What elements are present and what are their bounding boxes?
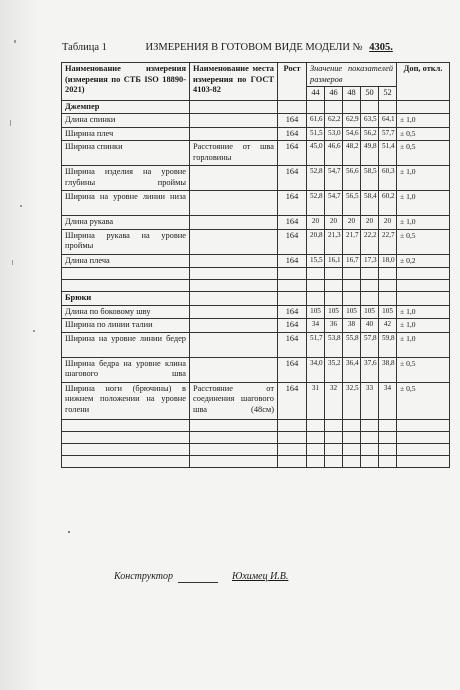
measurement-place [190,216,278,230]
empty-cell [190,443,278,455]
empty-cell [361,268,379,280]
empty-row [62,443,450,455]
empty-cell [190,419,278,431]
empty-cell [278,280,307,292]
size-value: 55,8 [343,332,361,357]
size-value: 54,6 [343,127,361,141]
size-value: 22,7 [379,229,397,254]
empty-cell [190,268,278,280]
size-value: 20 [361,216,379,230]
empty-cell [307,100,325,114]
scan-speck [10,120,11,126]
section-title: Джемпер [62,100,190,114]
scan-shadow [0,0,40,690]
size-value: 54,7 [325,191,343,216]
table-row [62,127,450,141]
size-value: 36 [325,319,343,333]
empty-cell [379,100,397,114]
empty-cell [307,292,325,306]
empty-cell [379,268,397,280]
empty-cell [325,455,343,467]
empty-row [62,455,450,467]
height-value: 164 [278,141,307,166]
measurement-place [190,319,278,333]
empty-cell [278,292,307,306]
table-row [62,114,450,128]
measurements-table [61,62,450,468]
measurement-name: Длина спинки [62,114,190,128]
size-44: 44 [307,87,325,101]
size-value: 64,1 [379,114,397,128]
header-tolerance: Доп, откл. [397,63,450,101]
measurement-place [190,127,278,141]
empty-cell [397,455,450,467]
measurement-place: Расстояние от соединения шагового шва (48см) [190,382,278,419]
size-value: 56,2 [361,127,379,141]
header-place: Наименование места измерения по ГОСТ 4103-82 [190,63,278,101]
size-value: 36,4 [343,357,361,382]
empty-cell [343,455,361,467]
height-value: 164 [278,229,307,254]
empty-cell [325,280,343,292]
empty-cell [379,280,397,292]
table-row [62,332,450,357]
size-value: 40 [361,319,379,333]
size-50: 50 [361,87,379,101]
empty-cell [62,455,190,467]
empty-cell [325,431,343,443]
size-value: 105 [325,305,343,319]
empty-cell [397,268,450,280]
scan-dot [68,531,70,533]
empty-row [62,268,450,280]
size-value: 17,3 [361,254,379,268]
measurement-name: Ширина рукава на уровне проймы [62,229,190,254]
scan-speck [12,260,13,265]
empty-cell [278,100,307,114]
footer-name: Юхимец И.В. [232,571,289,582]
size-value: 37,6 [361,357,379,382]
empty-cell [361,431,379,443]
empty-cell [379,431,397,443]
size-value: 105 [379,305,397,319]
size-value: 34 [307,319,325,333]
empty-cell [379,292,397,306]
empty-cell [278,268,307,280]
measurement-name: Ширина на уровне линии низа [62,191,190,216]
scan-speck [20,205,22,207]
empty-cell [62,443,190,455]
height-value: 164 [278,254,307,268]
table-row [62,382,450,419]
size-value: 57,7 [379,127,397,141]
empty-cell [379,443,397,455]
size-value: 18,0 [379,254,397,268]
size-value: 22,2 [361,229,379,254]
size-value: 38 [343,319,361,333]
size-value: 34,0 [307,357,325,382]
empty-cell [307,443,325,455]
empty-cell [307,431,325,443]
empty-cell [62,280,190,292]
measurement-place: Расстояние от шва горловины [190,141,278,166]
size-value: 56,5 [343,191,361,216]
empty-cell [307,455,325,467]
tolerance-value: ± 0,5 [397,127,450,141]
size-value: 16,7 [343,254,361,268]
table-label: Таблица 1 [62,42,107,53]
size-46: 46 [325,87,343,101]
size-value: 52,8 [307,191,325,216]
measurement-name: Ширина бедра на уровне клина шагового шва [62,357,190,382]
height-value: 164 [278,166,307,191]
size-value: 58,4 [361,191,379,216]
empty-cell [343,280,361,292]
measurement-name: Длина плеча [62,254,190,268]
table-row [62,216,450,230]
height-value: 164 [278,319,307,333]
size-value: 105 [343,305,361,319]
empty-cell [307,280,325,292]
tolerance-value: ± 1,0 [397,114,450,128]
scan-speck [33,330,35,332]
empty-cell [361,100,379,114]
size-value: 51,7 [307,332,325,357]
table-row [62,254,450,268]
size-value: 61,6 [307,114,325,128]
empty-cell [190,431,278,443]
size-value: 46,6 [325,141,343,166]
empty-cell [397,100,450,114]
height-value: 164 [278,357,307,382]
empty-cell [397,431,450,443]
size-value: 51,4 [379,141,397,166]
measurement-place [190,305,278,319]
empty-cell [361,292,379,306]
tolerance-value: ± 1,0 [397,166,450,191]
size-value: 105 [361,305,379,319]
header-values: Значение показателей размеров [307,63,397,87]
empty-cell [379,455,397,467]
section-header-row [62,292,450,306]
empty-cell [325,100,343,114]
footer-role: Конструктор [114,571,173,582]
tolerance-value: ± 1,0 [397,191,450,216]
tolerance-value: ± 0,5 [397,357,450,382]
size-value: 54,7 [325,166,343,191]
size-value: 35,2 [325,357,343,382]
empty-cell [343,419,361,431]
tolerance-value: ± 1,0 [397,216,450,230]
empty-cell [325,268,343,280]
model-number: 4305. [369,42,393,53]
size-value: 53,0 [325,127,343,141]
size-value: 21,7 [343,229,361,254]
size-48: 48 [343,87,361,101]
size-value: 48,2 [343,141,361,166]
height-value: 164 [278,382,307,419]
size-value: 59,8 [379,332,397,357]
measurement-name: Длина по боковому шву [62,305,190,319]
header-name: Наименование измерения (измерения по СТБ ISO 18890-2021) [62,63,190,101]
table-row [62,141,450,166]
empty-cell [190,100,278,114]
height-value: 164 [278,114,307,128]
empty-cell [397,443,450,455]
size-value: 38,8 [379,357,397,382]
size-value: 20 [307,216,325,230]
empty-cell [361,280,379,292]
measurement-place [190,357,278,382]
size-value: 20 [379,216,397,230]
empty-row [62,419,450,431]
empty-cell [278,431,307,443]
empty-cell [190,280,278,292]
table-row [62,191,450,216]
table-row [62,305,450,319]
measurement-place [190,254,278,268]
empty-cell [278,419,307,431]
measurement-place [190,229,278,254]
height-value: 164 [278,191,307,216]
header-height: Рост [278,63,307,101]
size-value: 58,5 [361,166,379,191]
empty-cell [343,100,361,114]
size-value: 20 [325,216,343,230]
size-value: 105 [307,305,325,319]
empty-cell [325,443,343,455]
empty-cell [343,268,361,280]
tolerance-value: ± 0,5 [397,382,450,419]
empty-cell [307,419,325,431]
size-value: 49,8 [361,141,379,166]
empty-cell [325,419,343,431]
size-value: 62,2 [325,114,343,128]
size-52: 52 [379,87,397,101]
size-value: 62,9 [343,114,361,128]
tolerance-value: ± 0,2 [397,254,450,268]
tolerance-value: ± 0,5 [397,229,450,254]
height-value: 164 [278,127,307,141]
empty-cell [190,455,278,467]
empty-cell [379,419,397,431]
size-value: 42 [379,319,397,333]
empty-cell [361,419,379,431]
measurement-place [190,332,278,357]
measurement-place [190,114,278,128]
empty-cell [343,443,361,455]
size-value: 21,3 [325,229,343,254]
table-row [62,357,450,382]
empty-cell [62,419,190,431]
height-value: 164 [278,332,307,357]
measurement-name: Ширина по линии талии [62,319,190,333]
empty-cell [325,292,343,306]
size-value: 52,8 [307,166,325,191]
section-header-row [62,100,450,114]
measurement-name: Длина рукава [62,216,190,230]
measurement-name: Ширина спинки [62,141,190,166]
empty-cell [361,443,379,455]
size-value: 45,0 [307,141,325,166]
size-value: 51,5 [307,127,325,141]
empty-cell [62,268,190,280]
height-value: 164 [278,305,307,319]
empty-cell [190,292,278,306]
height-value: 164 [278,216,307,230]
size-value: 32,5 [343,382,361,419]
empty-cell [278,443,307,455]
header-row [62,63,450,87]
size-value: 33 [361,382,379,419]
empty-cell [397,292,450,306]
section-title: Брюки [62,292,190,306]
size-value: 15,5 [307,254,325,268]
signature-line [178,571,218,583]
measurement-name: Ширина ноги (брючины) в нижнем положении на уровне голени [62,382,190,419]
empty-cell [343,431,361,443]
size-value: 32 [325,382,343,419]
tolerance-value: ± 1,0 [397,305,450,319]
empty-cell [307,268,325,280]
size-value: 20 [343,216,361,230]
size-value: 60,2 [379,191,397,216]
empty-cell [62,431,190,443]
size-value: 60,3 [379,166,397,191]
empty-cell [361,455,379,467]
size-value: 57,8 [361,332,379,357]
empty-cell [397,280,450,292]
tolerance-value: ± 1,0 [397,319,450,333]
empty-row [62,431,450,443]
empty-cell [343,292,361,306]
size-value: 34 [379,382,397,419]
empty-row [62,280,450,292]
tolerance-value: ± 1,0 [397,332,450,357]
size-value: 53,8 [325,332,343,357]
table-title: ИЗМЕРЕНИЯ В ГОТОВОМ ВИДЕ МОДЕЛИ № [145,42,363,53]
measurement-place [190,191,278,216]
measurement-name: Ширина плеч [62,127,190,141]
size-value: 31 [307,382,325,419]
tolerance-value: ± 0,5 [397,141,450,166]
measurement-name: Ширина изделия на уровне глубины проймы [62,166,190,191]
measurement-name: Ширина на уровне линии бедер [62,332,190,357]
table-row [62,229,450,254]
size-value: 63,5 [361,114,379,128]
size-value: 16,1 [325,254,343,268]
empty-cell [397,419,450,431]
scan-speck [14,40,16,43]
size-value: 56,6 [343,166,361,191]
size-value: 20,8 [307,229,325,254]
table-row [62,166,450,191]
measurement-place [190,166,278,191]
empty-cell [278,455,307,467]
table-row [62,319,450,333]
table-caption [62,42,393,53]
